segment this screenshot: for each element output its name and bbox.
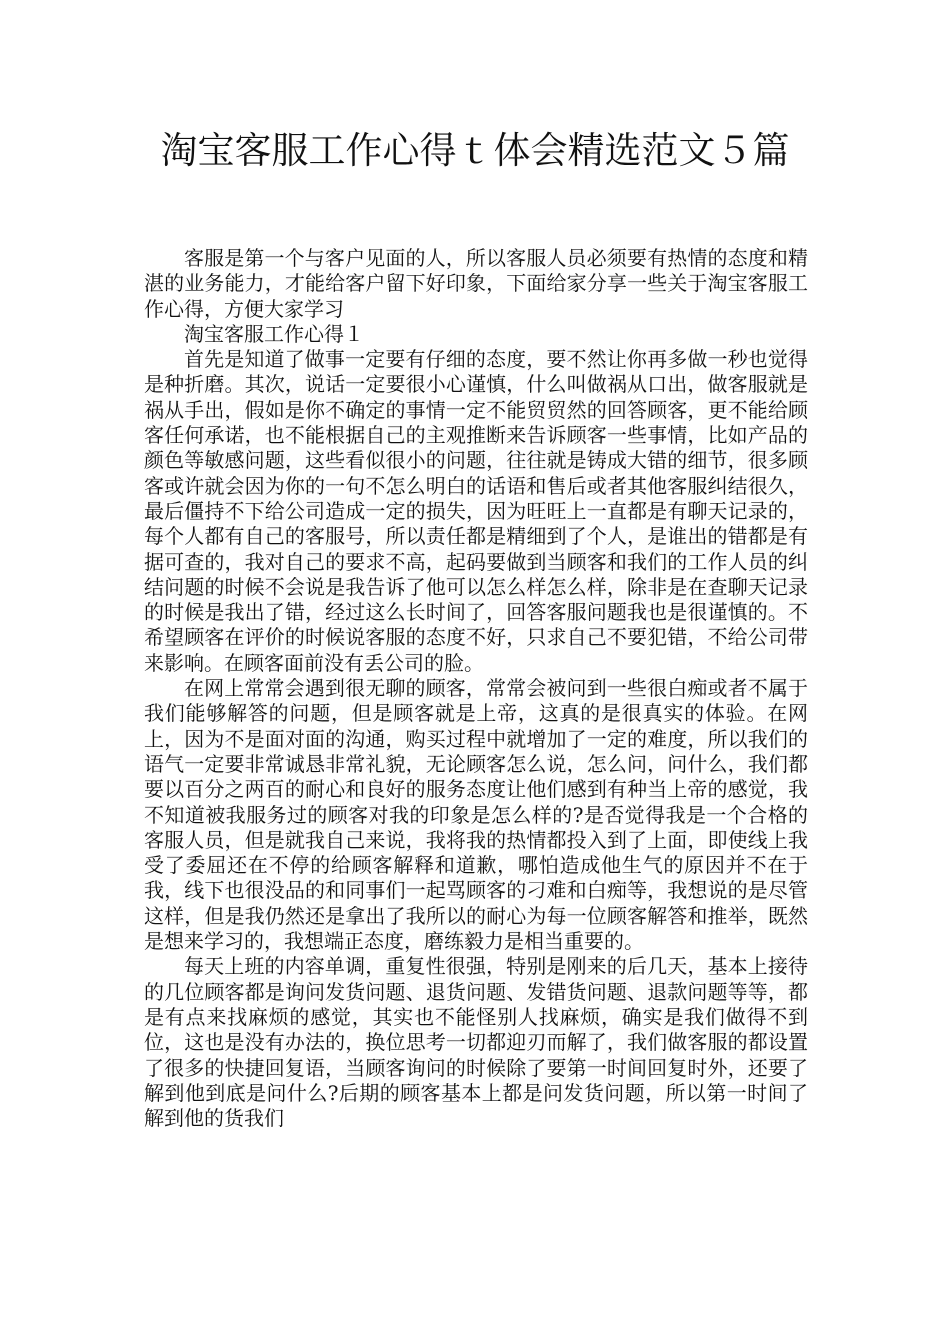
body-paragraph: 在网上常常会遇到很无聊的顾客，常常会被问到一些很白痴或者不属于我们能够解答的问题，但是顾客就是上帝，这真的是很真实的体验。在网上，因为不是面对面的沟通，购买过程中就增加了一定的难度，所以我们的语气一定要非常诚恳非常礼貌，无论顾客怎么说，怎么问，问什么，我们都要以百分之两百的耐心和良好的服务态度让他们感到有种当上帝的感觉，我不知道被我服务过的顾客对我的印象是怎么样的?是否觉得我是一个合格的客服人员，但是就我自己来说，我将我的热情都投入到了上面，即使线上我受了委屈还在不停的给顾客解释和道歉，哪怕造成他生气的原因并不在于我，线下也很没品的和同事们一起骂顾客的刁难和白痴等，我想说的是尽管这样，但是我仍然还是拿出了我所以的耐心为每一位顾客解答和推举，既然是想来学习的，我想端正态度，磨练毅力是相当重要的。 <box>144 676 808 954</box>
intro-paragraph: 客服是第一个与客户见面的人，所以客服人员必须要有热情的态度和精湛的业务能力，才能给客户留下好印象，下面给家分享一些关于淘宝客服工作心得，方便大家学习 <box>144 246 808 321</box>
body-paragraph: 每天上班的内容单调，重复性很强，特别是刚来的后几天，基本上接待的几位顾客都是询问发货问题、退货问题、发错货问题、退款问题等等，都是有点来找麻烦的感觉，其实也不能怪别人找麻烦，确实是我们做得不到位，这也是没有办法的，换位思考一切都迎刃而解了，我们做客服的都设置了很多的快捷回复语，当顾客询问的时候除了要第一时间回复时外，还要了解到他到底是问什么?后期的顾客基本上都是问发货问题，所以第一时间了解到他的货我们 <box>144 954 808 1131</box>
document-body <box>144 246 808 1131</box>
section-heading: 淘宝客服工作心得１ <box>184 321 364 346</box>
document-title: 淘宝客服工作心得ｔ体会精选范文５篇 <box>160 129 790 172</box>
body-paragraph: 首先是知道了做事一定要有仔细的态度，要不然让你再多做一秒也觉得是种折磨。其次，说话一定要很小心谨慎，什么叫做祸从口出，做客服就是祸从手出，假如是你不确定的事情一定不能贸贸然的回答顾客，更不能给顾客任何承诺，也不能根据自己的主观推断来告诉顾客一些事情，比如产品的颜色等敏感问题，这些看似很小的问题，往往就是铸成大错的细节，很多顾客或许就会因为你的一句不怎么明白的话语和售后或者其他客服纠结很久，最后僵持不下给公司造成一定的损失，因为旺旺上一直都是有聊天记录的，每个人都有自己的客服号，所以责任都是精细到了个人，是谁出的错都是有据可查的，我对自己的要求不高，起码要做到当顾客和我们的工作人员的纠结问题的时候不会说是我告诉了他可以怎么样怎么样，除非是在查聊天记录的时候是我出了错，经过这么长时间了，回答客服问题我也是很谨慎的。不希望顾客在评价的时候说客服的态度不好，只求自己不要犯错，不给公司带来影响。在顾客面前没有丢公司的脸。 <box>144 347 808 675</box>
